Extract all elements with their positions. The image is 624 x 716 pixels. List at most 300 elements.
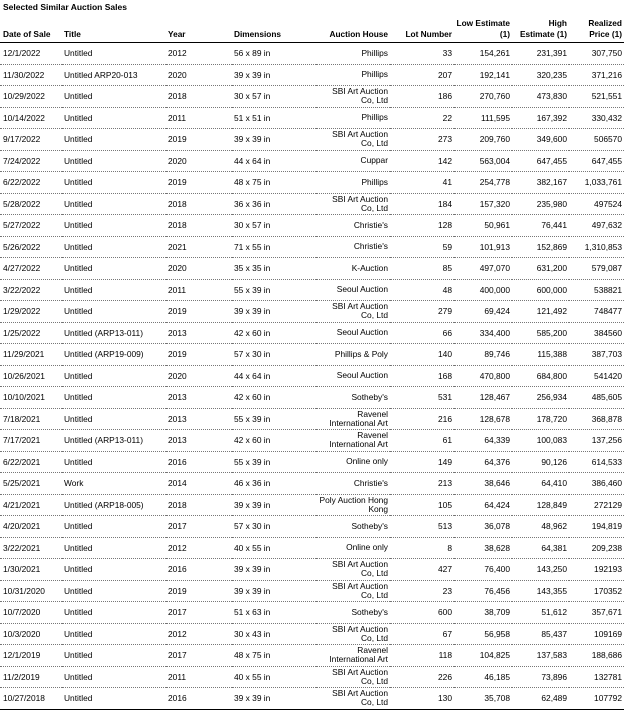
- cell-dimensions: 57 x 30 in: [232, 516, 316, 538]
- cell-dimensions: 48 x 75 in: [232, 645, 316, 667]
- cell-date: 1/25/2022: [0, 322, 62, 344]
- cell-lot-number: 184: [390, 193, 454, 215]
- cell-auction-house: Phillips: [316, 107, 390, 129]
- table-row: [0, 322, 624, 344]
- cell-dimensions: 36 x 36 in: [232, 193, 316, 215]
- cell-high-estimate: 51,612: [512, 602, 569, 624]
- cell-year: 2017: [166, 602, 232, 624]
- cell-title: Untitled: [62, 623, 166, 645]
- cell-low-estimate: 69,424: [454, 301, 512, 323]
- cell-low-estimate: 38,628: [454, 537, 512, 559]
- cell-date: 10/27/2018: [0, 688, 62, 710]
- cell-high-estimate: 100,083: [512, 430, 569, 452]
- cell-lot-number: 48: [390, 279, 454, 301]
- cell-auction-house: Phillips: [316, 64, 390, 86]
- header-title: Title: [62, 14, 166, 43]
- cell-title: Untitled: [62, 258, 166, 280]
- cell-dimensions: 55 x 39 in: [232, 451, 316, 473]
- cell-high-estimate: 382,167: [512, 172, 569, 194]
- cell-date: 11/29/2021: [0, 344, 62, 366]
- cell-auction-house: Ravenel International Art: [316, 408, 390, 430]
- cell-auction-house: SBI Art Auction Co, Ltd: [316, 86, 390, 108]
- cell-auction-house: Phillips: [316, 43, 390, 65]
- table-row: [0, 43, 624, 65]
- cell-lot-number: 59: [390, 236, 454, 258]
- cell-title: Untitled ARP20-013: [62, 64, 166, 86]
- cell-year: 2020: [166, 64, 232, 86]
- cell-dimensions: 44 x 64 in: [232, 150, 316, 172]
- cell-high-estimate: 152,869: [512, 236, 569, 258]
- cell-high-estimate: 62,489: [512, 688, 569, 710]
- cell-date: 5/25/2021: [0, 473, 62, 495]
- cell-dimensions: 42 x 60 in: [232, 430, 316, 452]
- cell-year: 2018: [166, 215, 232, 237]
- cell-low-estimate: 36,078: [454, 516, 512, 538]
- cell-low-estimate: 154,261: [454, 43, 512, 65]
- cell-low-estimate: 38,646: [454, 473, 512, 495]
- cell-realized-price: 384560: [569, 322, 624, 344]
- cell-year: 2016: [166, 688, 232, 710]
- cell-lot-number: 273: [390, 129, 454, 151]
- cell-dimensions: 30 x 57 in: [232, 86, 316, 108]
- cell-low-estimate: 76,456: [454, 580, 512, 602]
- cell-high-estimate: 90,126: [512, 451, 569, 473]
- cell-lot-number: 149: [390, 451, 454, 473]
- table-row: [0, 344, 624, 366]
- table-row: [0, 86, 624, 108]
- auction-sales-table: [0, 14, 624, 710]
- cell-high-estimate: 684,800: [512, 365, 569, 387]
- table-row: [0, 107, 624, 129]
- cell-realized-price: 109169: [569, 623, 624, 645]
- cell-auction-house: SBI Art Auction Co, Ltd: [316, 301, 390, 323]
- cell-title: Untitled: [62, 215, 166, 237]
- cell-dimensions: 30 x 57 in: [232, 215, 316, 237]
- cell-year: 2020: [166, 150, 232, 172]
- cell-lot-number: 23: [390, 580, 454, 602]
- cell-realized-price: 497,632: [569, 215, 624, 237]
- table-row: [0, 645, 624, 667]
- cell-realized-price: 137,256: [569, 430, 624, 452]
- cell-dimensions: 39 x 39 in: [232, 559, 316, 581]
- cell-lot-number: 168: [390, 365, 454, 387]
- cell-low-estimate: 56,958: [454, 623, 512, 645]
- cell-title: Untitled: [62, 537, 166, 559]
- header-year: Year: [166, 14, 232, 43]
- cell-low-estimate: 101,913: [454, 236, 512, 258]
- cell-date: 7/17/2021: [0, 430, 62, 452]
- cell-year: 2017: [166, 645, 232, 667]
- cell-dimensions: 55 x 39 in: [232, 408, 316, 430]
- cell-realized-price: 357,671: [569, 602, 624, 624]
- table-row: [0, 387, 624, 409]
- cell-title: Untitled: [62, 236, 166, 258]
- cell-date: 10/7/2020: [0, 602, 62, 624]
- cell-high-estimate: 48,962: [512, 516, 569, 538]
- cell-auction-house: Sotheby's: [316, 602, 390, 624]
- table-row: [0, 602, 624, 624]
- cell-year: 2013: [166, 408, 232, 430]
- cell-high-estimate: 121,492: [512, 301, 569, 323]
- cell-date: 10/31/2020: [0, 580, 62, 602]
- cell-auction-house: SBI Art Auction Co, Ltd: [316, 129, 390, 151]
- cell-year: 2011: [166, 107, 232, 129]
- cell-year: 2016: [166, 559, 232, 581]
- cell-year: 2011: [166, 279, 232, 301]
- cell-year: 2021: [166, 236, 232, 258]
- cell-auction-house: Christie's: [316, 215, 390, 237]
- cell-dimensions: 51 x 63 in: [232, 602, 316, 624]
- table-row: [0, 279, 624, 301]
- cell-date: 3/22/2021: [0, 537, 62, 559]
- cell-low-estimate: 46,185: [454, 666, 512, 688]
- header-auction-house: Auction House: [316, 14, 390, 43]
- cell-auction-house: Christie's: [316, 473, 390, 495]
- cell-high-estimate: 585,200: [512, 322, 569, 344]
- cell-low-estimate: 209,760: [454, 129, 512, 151]
- cell-title: Untitled: [62, 666, 166, 688]
- cell-dimensions: 46 x 36 in: [232, 473, 316, 495]
- cell-high-estimate: 85,437: [512, 623, 569, 645]
- cell-dimensions: 56 x 89 in: [232, 43, 316, 65]
- cell-year: 2019: [166, 580, 232, 602]
- cell-high-estimate: 231,391: [512, 43, 569, 65]
- cell-dimensions: 51 x 51 in: [232, 107, 316, 129]
- cell-date: 11/30/2022: [0, 64, 62, 86]
- cell-realized-price: 579,087: [569, 258, 624, 280]
- cell-date: 3/22/2022: [0, 279, 62, 301]
- cell-low-estimate: 254,778: [454, 172, 512, 194]
- cell-dimensions: 39 x 39 in: [232, 580, 316, 602]
- cell-high-estimate: 631,200: [512, 258, 569, 280]
- cell-auction-house: Seoul Auction: [316, 322, 390, 344]
- cell-year: 2013: [166, 387, 232, 409]
- cell-title: Untitled (ARP13-011): [62, 430, 166, 452]
- cell-low-estimate: 35,708: [454, 688, 512, 710]
- cell-year: 2018: [166, 193, 232, 215]
- cell-high-estimate: 473,830: [512, 86, 569, 108]
- cell-dimensions: 39 x 39 in: [232, 494, 316, 516]
- cell-low-estimate: 64,424: [454, 494, 512, 516]
- cell-dimensions: 48 x 75 in: [232, 172, 316, 194]
- cell-date: 10/10/2021: [0, 387, 62, 409]
- cell-lot-number: 207: [390, 64, 454, 86]
- cell-title: Untitled: [62, 645, 166, 667]
- cell-auction-house: Phillips: [316, 172, 390, 194]
- cell-lot-number: 213: [390, 473, 454, 495]
- table-row: [0, 193, 624, 215]
- cell-title: Untitled: [62, 516, 166, 538]
- cell-year: 2019: [166, 301, 232, 323]
- cell-date: 10/29/2022: [0, 86, 62, 108]
- cell-auction-house: Phillips & Poly: [316, 344, 390, 366]
- cell-lot-number: 186: [390, 86, 454, 108]
- cell-lot-number: 600: [390, 602, 454, 624]
- cell-year: 2013: [166, 430, 232, 452]
- cell-auction-house: SBI Art Auction Co, Ltd: [316, 580, 390, 602]
- table-row: [0, 559, 624, 581]
- cell-high-estimate: 76,441: [512, 215, 569, 237]
- cell-date: 4/27/2022: [0, 258, 62, 280]
- cell-year: 2016: [166, 451, 232, 473]
- table-row: [0, 623, 624, 645]
- cell-title: Untitled: [62, 688, 166, 710]
- cell-auction-house: SBI Art Auction Co, Ltd: [316, 688, 390, 710]
- cell-date: 1/30/2021: [0, 559, 62, 581]
- cell-high-estimate: 128,849: [512, 494, 569, 516]
- table-row: [0, 451, 624, 473]
- cell-dimensions: 35 x 35 in: [232, 258, 316, 280]
- cell-low-estimate: 334,400: [454, 322, 512, 344]
- cell-low-estimate: 192,141: [454, 64, 512, 86]
- cell-title: Untitled: [62, 408, 166, 430]
- table-row: [0, 580, 624, 602]
- header-realized-price: Realized Price (1): [569, 14, 624, 43]
- cell-low-estimate: 563,004: [454, 150, 512, 172]
- cell-auction-house: Cuppar: [316, 150, 390, 172]
- cell-title: Untitled: [62, 301, 166, 323]
- cell-low-estimate: 497,070: [454, 258, 512, 280]
- cell-title: Untitled: [62, 559, 166, 581]
- cell-realized-price: 330,432: [569, 107, 624, 129]
- cell-realized-price: 209,238: [569, 537, 624, 559]
- cell-date: 10/14/2022: [0, 107, 62, 129]
- cell-lot-number: 513: [390, 516, 454, 538]
- cell-title: Untitled (ARP19-009): [62, 344, 166, 366]
- cell-realized-price: 541420: [569, 365, 624, 387]
- cell-dimensions: 40 x 55 in: [232, 537, 316, 559]
- cell-low-estimate: 470,800: [454, 365, 512, 387]
- cell-realized-price: 307,750: [569, 43, 624, 65]
- cell-title: Untitled: [62, 150, 166, 172]
- cell-realized-price: 521,551: [569, 86, 624, 108]
- cell-realized-price: 614,533: [569, 451, 624, 473]
- cell-low-estimate: 64,376: [454, 451, 512, 473]
- cell-title: Untitled: [62, 365, 166, 387]
- cell-high-estimate: 235,980: [512, 193, 569, 215]
- table-row: [0, 688, 624, 710]
- table-row: [0, 666, 624, 688]
- header-lot-number: Lot Number: [390, 14, 454, 43]
- cell-lot-number: 128: [390, 215, 454, 237]
- cell-realized-price: 132781: [569, 666, 624, 688]
- cell-date: 5/26/2022: [0, 236, 62, 258]
- table-row: [0, 129, 624, 151]
- cell-dimensions: 39 x 39 in: [232, 688, 316, 710]
- cell-realized-price: 1,310,853: [569, 236, 624, 258]
- cell-year: 2012: [166, 623, 232, 645]
- cell-high-estimate: 167,392: [512, 107, 569, 129]
- header-high-estimate: High Estimate (1): [512, 14, 569, 43]
- cell-high-estimate: 178,720: [512, 408, 569, 430]
- table-row: [0, 258, 624, 280]
- cell-date: 9/17/2022: [0, 129, 62, 151]
- cell-low-estimate: 38,709: [454, 602, 512, 624]
- cell-date: 10/3/2020: [0, 623, 62, 645]
- header-low-estimate: Low Estimate (1): [454, 14, 512, 43]
- cell-high-estimate: 143,250: [512, 559, 569, 581]
- cell-low-estimate: 128,678: [454, 408, 512, 430]
- cell-title: Untitled (ARP18-005): [62, 494, 166, 516]
- cell-low-estimate: 157,320: [454, 193, 512, 215]
- cell-date: 5/28/2022: [0, 193, 62, 215]
- cell-lot-number: 8: [390, 537, 454, 559]
- cell-lot-number: 130: [390, 688, 454, 710]
- cell-title: Untitled: [62, 387, 166, 409]
- cell-title: Work: [62, 473, 166, 495]
- cell-high-estimate: 64,381: [512, 537, 569, 559]
- cell-date: 10/26/2021: [0, 365, 62, 387]
- cell-realized-price: 748477: [569, 301, 624, 323]
- cell-title: Untitled: [62, 279, 166, 301]
- cell-lot-number: 216: [390, 408, 454, 430]
- cell-date: 5/27/2022: [0, 215, 62, 237]
- table-body: [0, 43, 624, 710]
- cell-lot-number: 22: [390, 107, 454, 129]
- cell-year: 2019: [166, 344, 232, 366]
- page-title: Selected Similar Auction Sales: [3, 2, 127, 12]
- cell-lot-number: 33: [390, 43, 454, 65]
- cell-auction-house: Online only: [316, 451, 390, 473]
- cell-auction-house: Sotheby's: [316, 516, 390, 538]
- cell-realized-price: 194,819: [569, 516, 624, 538]
- cell-low-estimate: 400,000: [454, 279, 512, 301]
- table-row: [0, 473, 624, 495]
- cell-high-estimate: 143,355: [512, 580, 569, 602]
- cell-high-estimate: 256,934: [512, 387, 569, 409]
- cell-dimensions: 71 x 55 in: [232, 236, 316, 258]
- cell-date: 12/1/2019: [0, 645, 62, 667]
- cell-year: 2020: [166, 258, 232, 280]
- cell-high-estimate: 647,455: [512, 150, 569, 172]
- table-row: [0, 537, 624, 559]
- table-row: [0, 430, 624, 452]
- cell-lot-number: 85: [390, 258, 454, 280]
- cell-realized-price: 386,460: [569, 473, 624, 495]
- cell-auction-house: SBI Art Auction Co, Ltd: [316, 623, 390, 645]
- cell-realized-price: 1,033,761: [569, 172, 624, 194]
- cell-date: 12/1/2022: [0, 43, 62, 65]
- cell-title: Untitled: [62, 86, 166, 108]
- cell-auction-house: Ravenel International Art: [316, 430, 390, 452]
- cell-date: 6/22/2021: [0, 451, 62, 473]
- cell-realized-price: 485,605: [569, 387, 624, 409]
- cell-low-estimate: 50,961: [454, 215, 512, 237]
- cell-auction-house: Ravenel International Art: [316, 645, 390, 667]
- cell-title: Untitled (ARP13-011): [62, 322, 166, 344]
- table-row: [0, 172, 624, 194]
- cell-date: 11/2/2019: [0, 666, 62, 688]
- cell-year: 2017: [166, 516, 232, 538]
- cell-title: Untitled: [62, 43, 166, 65]
- header-date: Date of Sale: [0, 14, 62, 43]
- cell-lot-number: 142: [390, 150, 454, 172]
- cell-realized-price: 371,216: [569, 64, 624, 86]
- table-row: [0, 64, 624, 86]
- cell-auction-house: Seoul Auction: [316, 279, 390, 301]
- cell-high-estimate: 137,583: [512, 645, 569, 667]
- table-header: [0, 14, 624, 43]
- cell-lot-number: 41: [390, 172, 454, 194]
- cell-dimensions: 57 x 30 in: [232, 344, 316, 366]
- cell-lot-number: 531: [390, 387, 454, 409]
- cell-auction-house: SBI Art Auction Co, Ltd: [316, 193, 390, 215]
- cell-year: 2018: [166, 494, 232, 516]
- cell-auction-house: Christie's: [316, 236, 390, 258]
- cell-low-estimate: 111,595: [454, 107, 512, 129]
- cell-year: 2019: [166, 172, 232, 194]
- cell-low-estimate: 64,339: [454, 430, 512, 452]
- cell-auction-house: SBI Art Auction Co, Ltd: [316, 559, 390, 581]
- cell-dimensions: 39 x 39 in: [232, 301, 316, 323]
- cell-lot-number: 66: [390, 322, 454, 344]
- cell-lot-number: 226: [390, 666, 454, 688]
- cell-auction-house: Sotheby's: [316, 387, 390, 409]
- cell-lot-number: 105: [390, 494, 454, 516]
- table-row: [0, 408, 624, 430]
- cell-realized-price: 538821: [569, 279, 624, 301]
- cell-dimensions: 39 x 39 in: [232, 64, 316, 86]
- cell-realized-price: 272129: [569, 494, 624, 516]
- table-row: [0, 150, 624, 172]
- cell-low-estimate: 128,467: [454, 387, 512, 409]
- cell-low-estimate: 270,760: [454, 86, 512, 108]
- cell-realized-price: 188,686: [569, 645, 624, 667]
- cell-year: 2019: [166, 129, 232, 151]
- cell-lot-number: 118: [390, 645, 454, 667]
- cell-year: 2013: [166, 322, 232, 344]
- cell-dimensions: 44 x 64 in: [232, 365, 316, 387]
- cell-date: 1/29/2022: [0, 301, 62, 323]
- cell-high-estimate: 64,410: [512, 473, 569, 495]
- cell-realized-price: 647,455: [569, 150, 624, 172]
- header-row: [0, 14, 624, 43]
- cell-lot-number: 427: [390, 559, 454, 581]
- header-dimensions: Dimensions: [232, 14, 316, 43]
- cell-high-estimate: 320,235: [512, 64, 569, 86]
- cell-lot-number: 140: [390, 344, 454, 366]
- cell-low-estimate: 89,746: [454, 344, 512, 366]
- cell-auction-house: Online only: [316, 537, 390, 559]
- cell-title: Untitled: [62, 107, 166, 129]
- table-row: [0, 516, 624, 538]
- cell-high-estimate: 600,000: [512, 279, 569, 301]
- cell-title: Untitled: [62, 172, 166, 194]
- cell-year: 2018: [166, 86, 232, 108]
- cell-realized-price: 107792: [569, 688, 624, 710]
- cell-date: 6/22/2022: [0, 172, 62, 194]
- cell-realized-price: 506570: [569, 129, 624, 151]
- cell-year: 2014: [166, 473, 232, 495]
- cell-date: 7/24/2022: [0, 150, 62, 172]
- table-row: [0, 236, 624, 258]
- cell-title: Untitled: [62, 193, 166, 215]
- cell-year: 2020: [166, 365, 232, 387]
- cell-low-estimate: 104,825: [454, 645, 512, 667]
- cell-date: 4/21/2021: [0, 494, 62, 516]
- cell-date: 7/18/2021: [0, 408, 62, 430]
- table-row: [0, 365, 624, 387]
- cell-realized-price: 497524: [569, 193, 624, 215]
- cell-lot-number: 279: [390, 301, 454, 323]
- cell-dimensions: 40 x 55 in: [232, 666, 316, 688]
- cell-title: Untitled: [62, 451, 166, 473]
- cell-high-estimate: 115,388: [512, 344, 569, 366]
- cell-title: Untitled: [62, 129, 166, 151]
- table-row: [0, 215, 624, 237]
- cell-dimensions: 42 x 60 in: [232, 322, 316, 344]
- cell-realized-price: 387,703: [569, 344, 624, 366]
